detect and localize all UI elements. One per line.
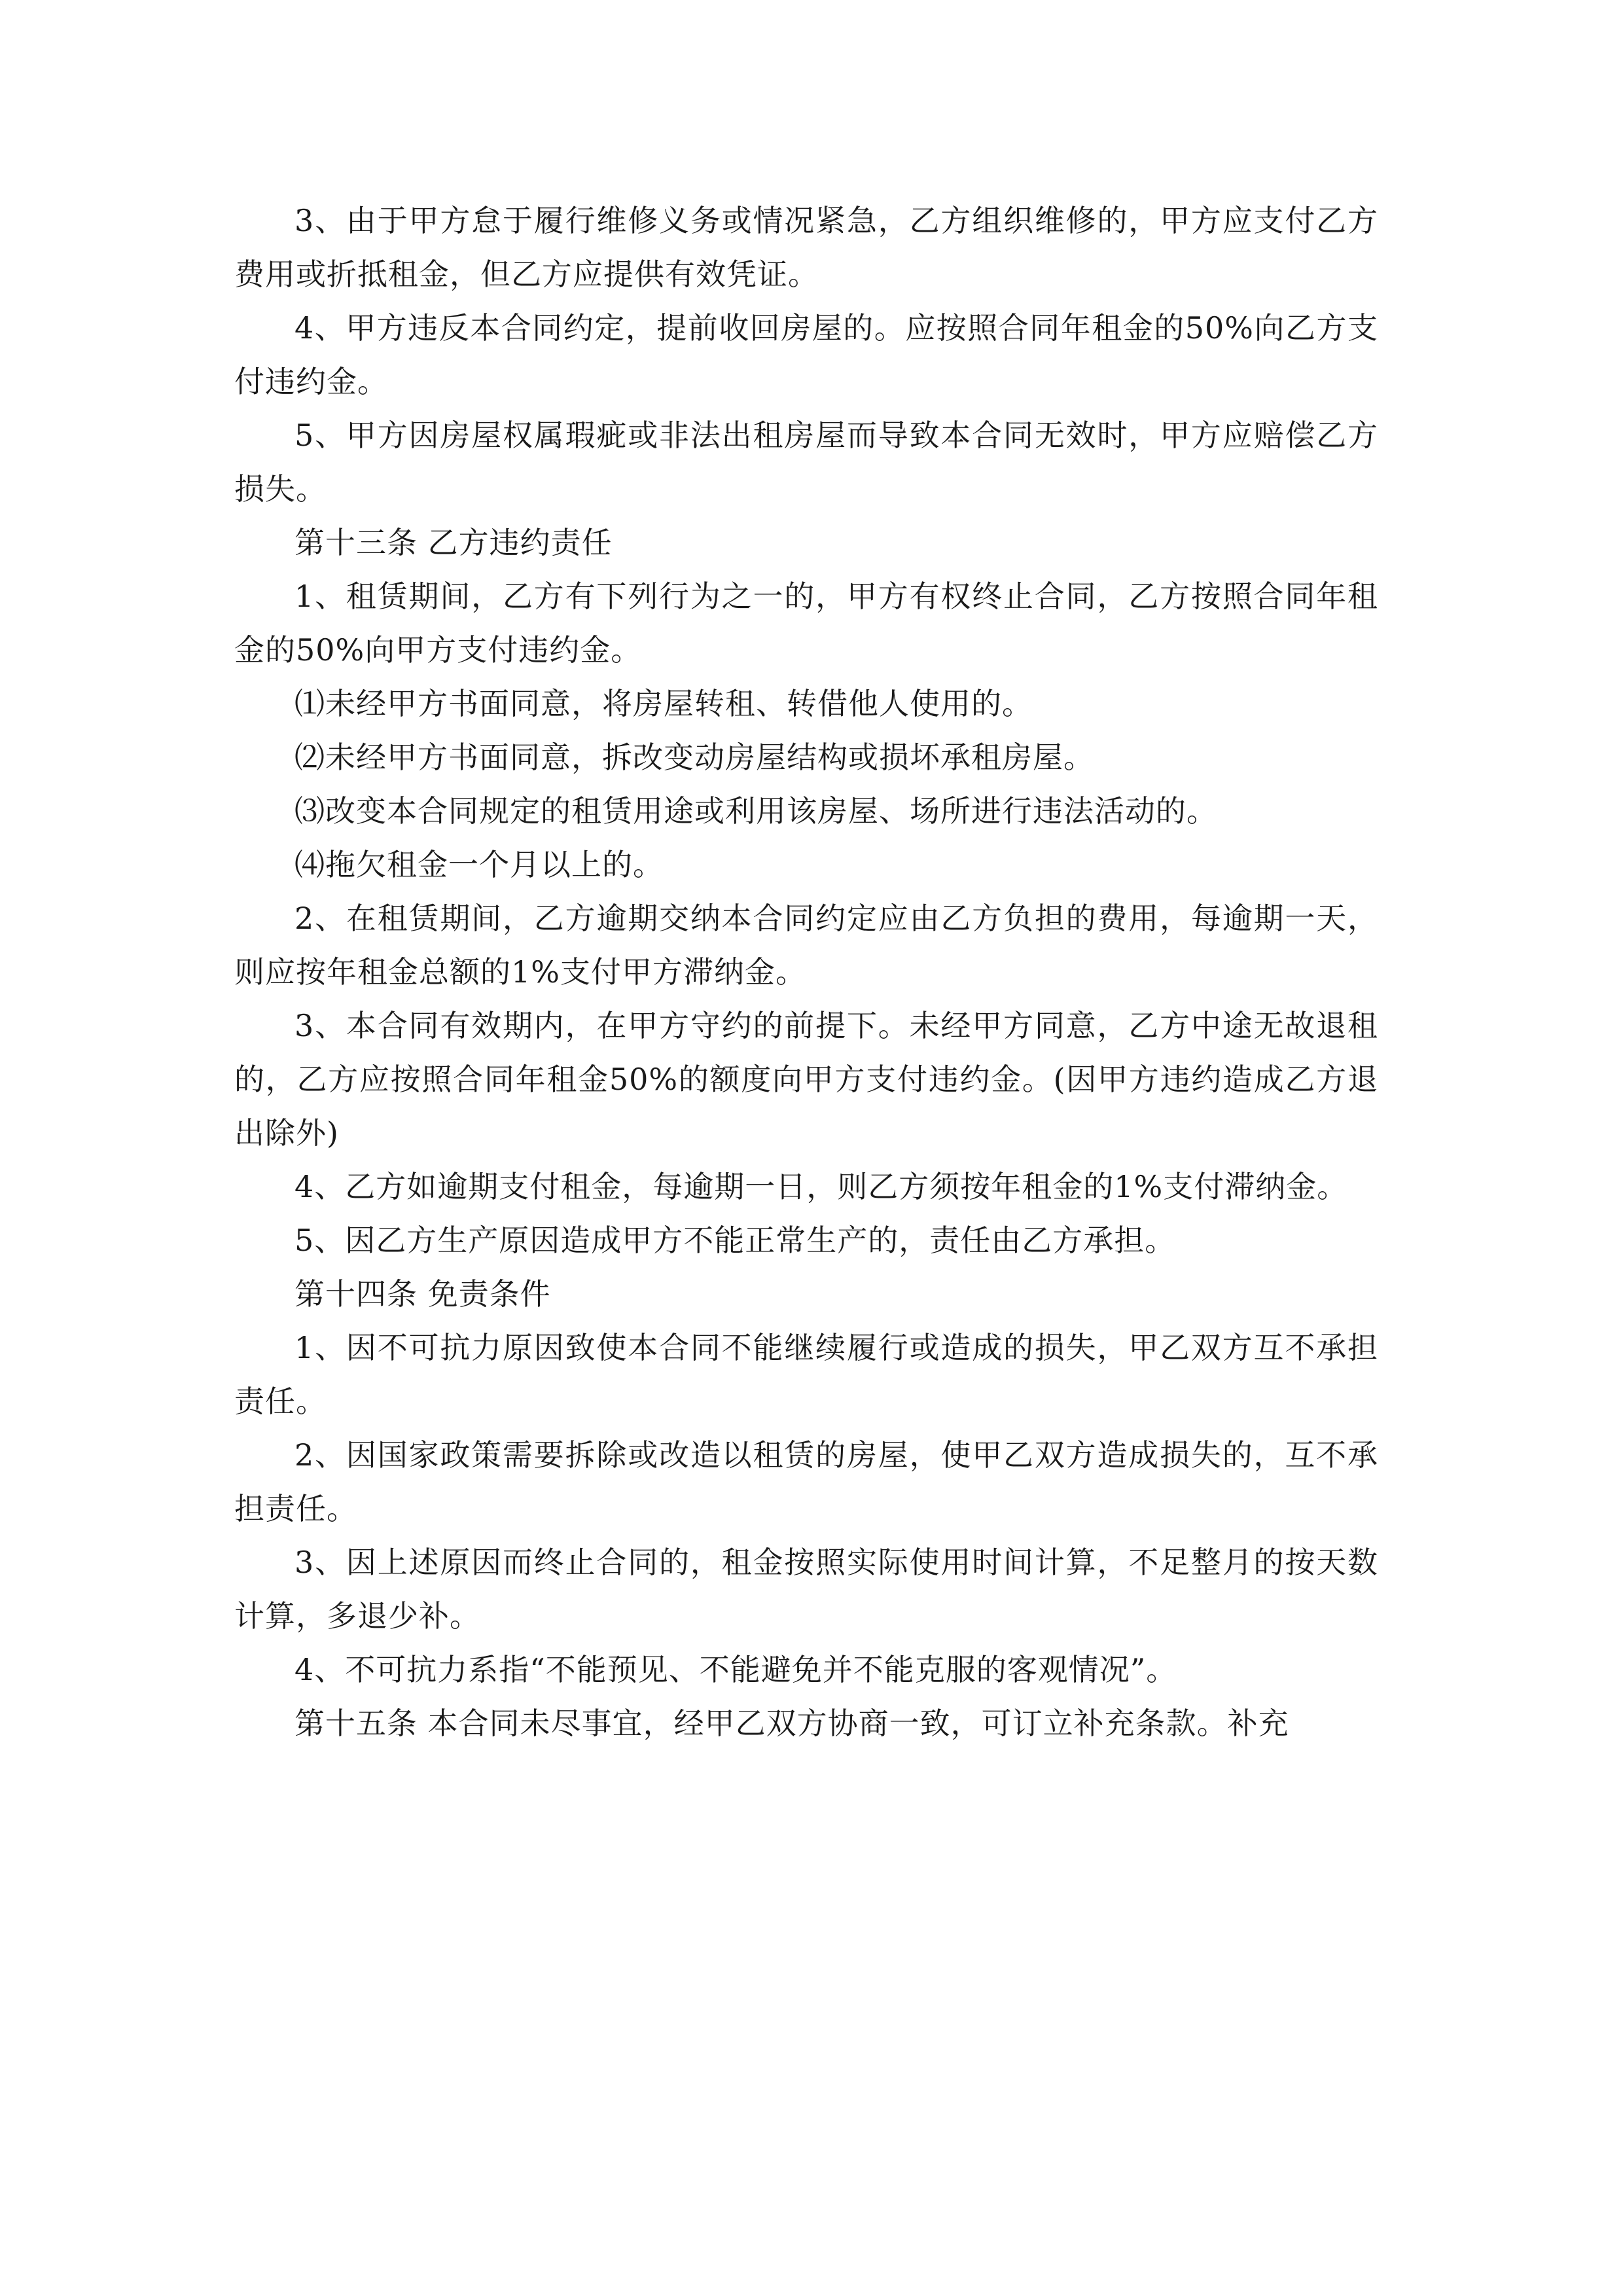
section-heading: 第十三条 乙方违约责任 [294,525,613,560]
paragraph: 1、因不可抗力原因致使本合同不能继续履行或造成的损失，甲乙双方互不承担责任。 [234,1330,1378,1419]
section-heading: 第十四条 免责条件 [294,1276,551,1312]
list-item: ⑵未经甲方书面同意，拆改变动房屋结构或损坏承租房屋。 [294,740,1094,775]
paragraph: 第十五条 本合同未尽事宜，经甲乙双方协商一致，可订立补充条款。补充 [294,1706,1289,1741]
paragraph: 5、甲方因房屋权属瑕疵或非法出租房屋而导致本合同无效时，甲方应赔偿乙方损失。 [234,418,1378,507]
paragraph: 3、本合同有效期内，在甲方守约的前提下。未经甲方同意，乙方中途无故退租的，乙方应按照合同年租金50%的额度向甲方支付违约金。(因甲方违约造成乙方退出除外) [234,1008,1378,1151]
list-item: ⑷拖欠租金一个月以上的。 [294,847,664,882]
paragraph: 1、租赁期间，乙方有下列行为之一的，甲方有权终止合同，乙方按照合同年租金的50%向甲方支付违约金。 [234,579,1378,668]
paragraph: 4、甲方违反本合同约定，提前收回房屋的。应按照合同年租金的50%向乙方支付违约金。 [234,310,1378,399]
paragraph: 3、由于甲方怠于履行维修义务或情况紧急，乙方组织维修的，甲方应支付乙方费用或折抵租金，但乙方应提供有效凭证。 [234,203,1378,292]
paragraph: 3、因上述原因而终止合同的，租金按照实际使用时间计算，不足整月的按天数计算，多退少补。 [234,1545,1378,1634]
paragraph: 4、不可抗力系指“不能预见、不能避免并不能克服的客观情况”。 [294,1652,1177,1687]
document-body [234,194,1378,1750]
list-item: ⑶改变本合同规定的租赁用途或利用该房屋、场所进行违法活动的。 [294,793,1217,829]
list-item: ⑴未经甲方书面同意，将房屋转租、转借他人使用的。 [294,686,1033,721]
paragraph: 5、因乙方生产原因造成甲方不能正常生产的，责任由乙方承担。 [294,1223,1176,1258]
paragraph: 2、因国家政策需要拆除或改造以租赁的房屋，使甲乙双方造成损失的，互不承担责任。 [234,1437,1378,1526]
paragraph: 2、在租赁期间，乙方逾期交纳本合同约定应由乙方负担的费用，每逾期一天，则应按年租金总额的1%支付甲方滞纳金。 [234,901,1378,990]
paragraph: 4、乙方如逾期支付租金，每逾期一日，则乙方须按年租金的1%支付滞纳金。 [294,1169,1348,1204]
